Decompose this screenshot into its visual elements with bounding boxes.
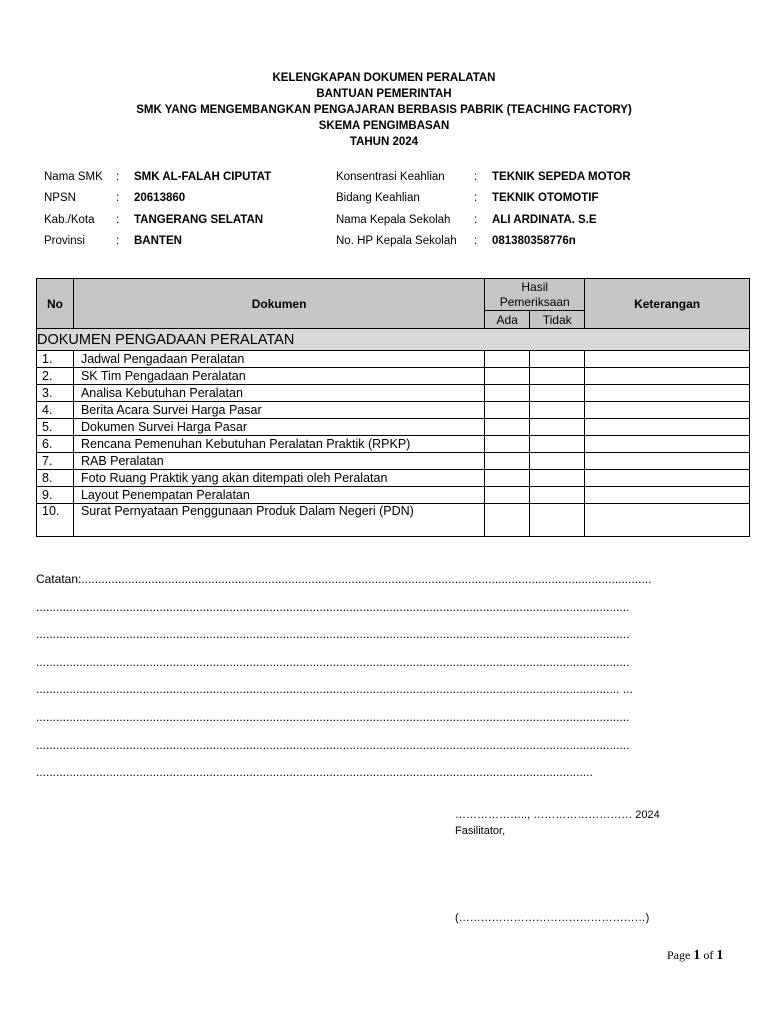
- keterangan-cell[interactable]: [585, 487, 750, 504]
- notes-line: ..................................................................................................................................................................................: [36, 654, 630, 669]
- keterangan-cell[interactable]: [585, 351, 750, 368]
- table-row: [37, 351, 750, 368]
- notes-line: ..................................................................................................................................................................................: [36, 709, 630, 724]
- row-document: Rencana Pemenuhan Kebutuhan Peralatan Praktik (RPKP): [73, 436, 484, 453]
- colon: :: [474, 192, 478, 205]
- info-row: [44, 231, 734, 253]
- row-number: 3.: [37, 385, 74, 402]
- ada-cell[interactable]: [485, 385, 530, 402]
- colon: :: [116, 192, 120, 205]
- konsentrasi-label: Konsentrasi Keahlian: [336, 170, 445, 183]
- tidak-cell[interactable]: [530, 368, 585, 385]
- info-row: [44, 188, 734, 210]
- header-dokumen: Dokumen: [73, 279, 484, 329]
- notes-line: ............................................................................................................................................................................... ...: [36, 682, 633, 697]
- of-word: of: [703, 948, 714, 962]
- title-line-2: BANTUAN PEMERINTAH: [316, 88, 452, 100]
- title-line-4: SKEMA PENGIMBASAN: [318, 120, 450, 132]
- signature-name-line: (……………………………………………): [455, 912, 650, 924]
- row-document: Analisa Kebutuhan Peralatan: [73, 385, 484, 402]
- table-row: [37, 487, 750, 504]
- tidak-cell[interactable]: [530, 419, 585, 436]
- page-total: 1: [716, 948, 724, 963]
- header-tidak: Tidak: [530, 311, 585, 329]
- header-no: No: [37, 279, 74, 329]
- info-row: [44, 166, 734, 188]
- keterangan-cell[interactable]: [585, 385, 750, 402]
- keterangan-cell[interactable]: [585, 436, 750, 453]
- table-row: [37, 402, 750, 419]
- kota-label: Kab./Kota: [44, 213, 95, 226]
- school-info: [44, 166, 734, 252]
- signature-role: Fasilitator,: [455, 825, 506, 837]
- colon: :: [474, 235, 478, 248]
- keterangan-cell[interactable]: [585, 368, 750, 385]
- keterangan-cell[interactable]: [585, 402, 750, 419]
- ada-cell[interactable]: [485, 453, 530, 470]
- tidak-cell[interactable]: [530, 453, 585, 470]
- table-row: [37, 436, 750, 453]
- tidak-cell[interactable]: [530, 504, 585, 537]
- bidang-value: TEKNIK OTOMOTIF: [492, 192, 599, 205]
- nama-smk-value: SMK AL-FALAH CIPUTAT: [134, 170, 272, 183]
- ada-cell[interactable]: [485, 470, 530, 487]
- row-document: Layout Penempatan Peralatan: [73, 487, 484, 504]
- tidak-cell[interactable]: [530, 487, 585, 504]
- ada-cell[interactable]: [485, 504, 530, 537]
- kota-value: TANGERANG SELATAN: [134, 213, 264, 226]
- table-row: [37, 453, 750, 470]
- konsentrasi-value: TEKNIK SEPEDA MOTOR: [492, 170, 631, 183]
- page-current: 1: [693, 948, 701, 963]
- nama-smk-label: Nama SMK: [44, 170, 103, 183]
- row-number: 8.: [37, 470, 74, 487]
- bidang-label: Bidang Keahlian: [336, 192, 420, 205]
- tidak-cell[interactable]: [530, 385, 585, 402]
- document-title: [0, 70, 768, 150]
- row-document: Berita Acara Survei Harga Pasar: [73, 402, 484, 419]
- section-title: DOKUMEN PENGADAAN PERALATAN: [37, 329, 750, 351]
- row-number: 6.: [37, 436, 74, 453]
- ada-cell[interactable]: [485, 419, 530, 436]
- page-number: [667, 948, 723, 964]
- tidak-cell[interactable]: [530, 402, 585, 419]
- ada-cell[interactable]: [485, 351, 530, 368]
- ada-cell[interactable]: [485, 402, 530, 419]
- tidak-cell[interactable]: [530, 470, 585, 487]
- npsn-value: 20613860: [134, 192, 186, 205]
- row-number: 4.: [37, 402, 74, 419]
- row-document: SK Tim Pengadaan Peralatan: [73, 368, 484, 385]
- row-document: Dokumen Survei Harga Pasar: [73, 419, 484, 436]
- row-number: 1.: [37, 351, 74, 368]
- colon: :: [474, 170, 478, 183]
- notes-line: Catatan:...........................................................................................................................................................................: [36, 572, 652, 586]
- keterangan-cell[interactable]: [585, 419, 750, 436]
- title-line-1: KELENGKAPAN DOKUMEN PERALATAN: [272, 72, 496, 84]
- kepala-sekolah-value: ALI ARDINATA. S.E: [492, 213, 597, 226]
- signature-place-date: ……………….., ……………………… 2024: [455, 809, 660, 821]
- title-line-3: SMK YANG MENGEMBANGKAN PENGAJARAN BERBASIS PABRIK (TEACHING FACTORY): [136, 104, 632, 116]
- ada-cell[interactable]: [485, 487, 530, 504]
- provinsi-value: BANTEN: [134, 235, 182, 248]
- row-number: 5.: [37, 419, 74, 436]
- colon: :: [116, 213, 120, 226]
- notes-line: ..................................................................................................................................................................................: [36, 737, 630, 752]
- table-row: [37, 470, 750, 487]
- page-word: Page: [667, 948, 691, 962]
- table-row: [37, 385, 750, 402]
- keterangan-cell[interactable]: [585, 470, 750, 487]
- notes-section[interactable]: [36, 566, 736, 787]
- row-number: 10.: [37, 504, 74, 537]
- colon: :: [116, 170, 120, 183]
- row-document: Foto Ruang Praktik yang akan ditempati oleh Peralatan: [73, 470, 484, 487]
- title-line-5: TAHUN 2024: [349, 136, 419, 148]
- info-row: [44, 209, 734, 231]
- colon: :: [474, 213, 478, 226]
- row-document: Jadwal Pengadaan Peralatan: [73, 351, 484, 368]
- kepala-sekolah-label: Nama Kepala Sekolah: [336, 213, 451, 226]
- colon: :: [116, 235, 120, 248]
- ada-cell[interactable]: [485, 436, 530, 453]
- ada-cell[interactable]: [485, 368, 530, 385]
- provinsi-label: Provinsi: [44, 235, 85, 248]
- table-row: [37, 419, 750, 436]
- row-document: Surat Pernyataan Penggunaan Produk Dalam Negeri (PDN): [73, 504, 484, 537]
- tidak-cell[interactable]: [530, 436, 585, 453]
- row-number: 2.: [37, 368, 74, 385]
- row-number: 9.: [37, 487, 74, 504]
- table-row: [37, 368, 750, 385]
- notes-line: ..................................................................................................................................................................................: [36, 599, 630, 614]
- notes-line: ..................................................................................................................................................................................: [36, 627, 630, 642]
- header-keterangan: Keterangan: [585, 279, 750, 329]
- row-document: RAB Peralatan: [73, 453, 484, 470]
- keterangan-cell[interactable]: [585, 453, 750, 470]
- npsn-label: NPSN: [44, 192, 76, 205]
- tidak-cell[interactable]: [530, 351, 585, 368]
- table-row: [37, 504, 750, 537]
- document-checklist-table: [36, 278, 750, 537]
- hp-value: 081380358776n: [492, 235, 576, 248]
- row-number: 7.: [37, 453, 74, 470]
- keterangan-cell[interactable]: [585, 504, 750, 537]
- header-hasil-pemeriksaan: Hasil Pemeriksaan: [485, 279, 585, 311]
- notes-line: .......................................................................................................................................................................: [36, 765, 593, 780]
- header-ada: Ada: [485, 311, 530, 329]
- hp-label: No. HP Kepala Sekolah: [336, 235, 457, 248]
